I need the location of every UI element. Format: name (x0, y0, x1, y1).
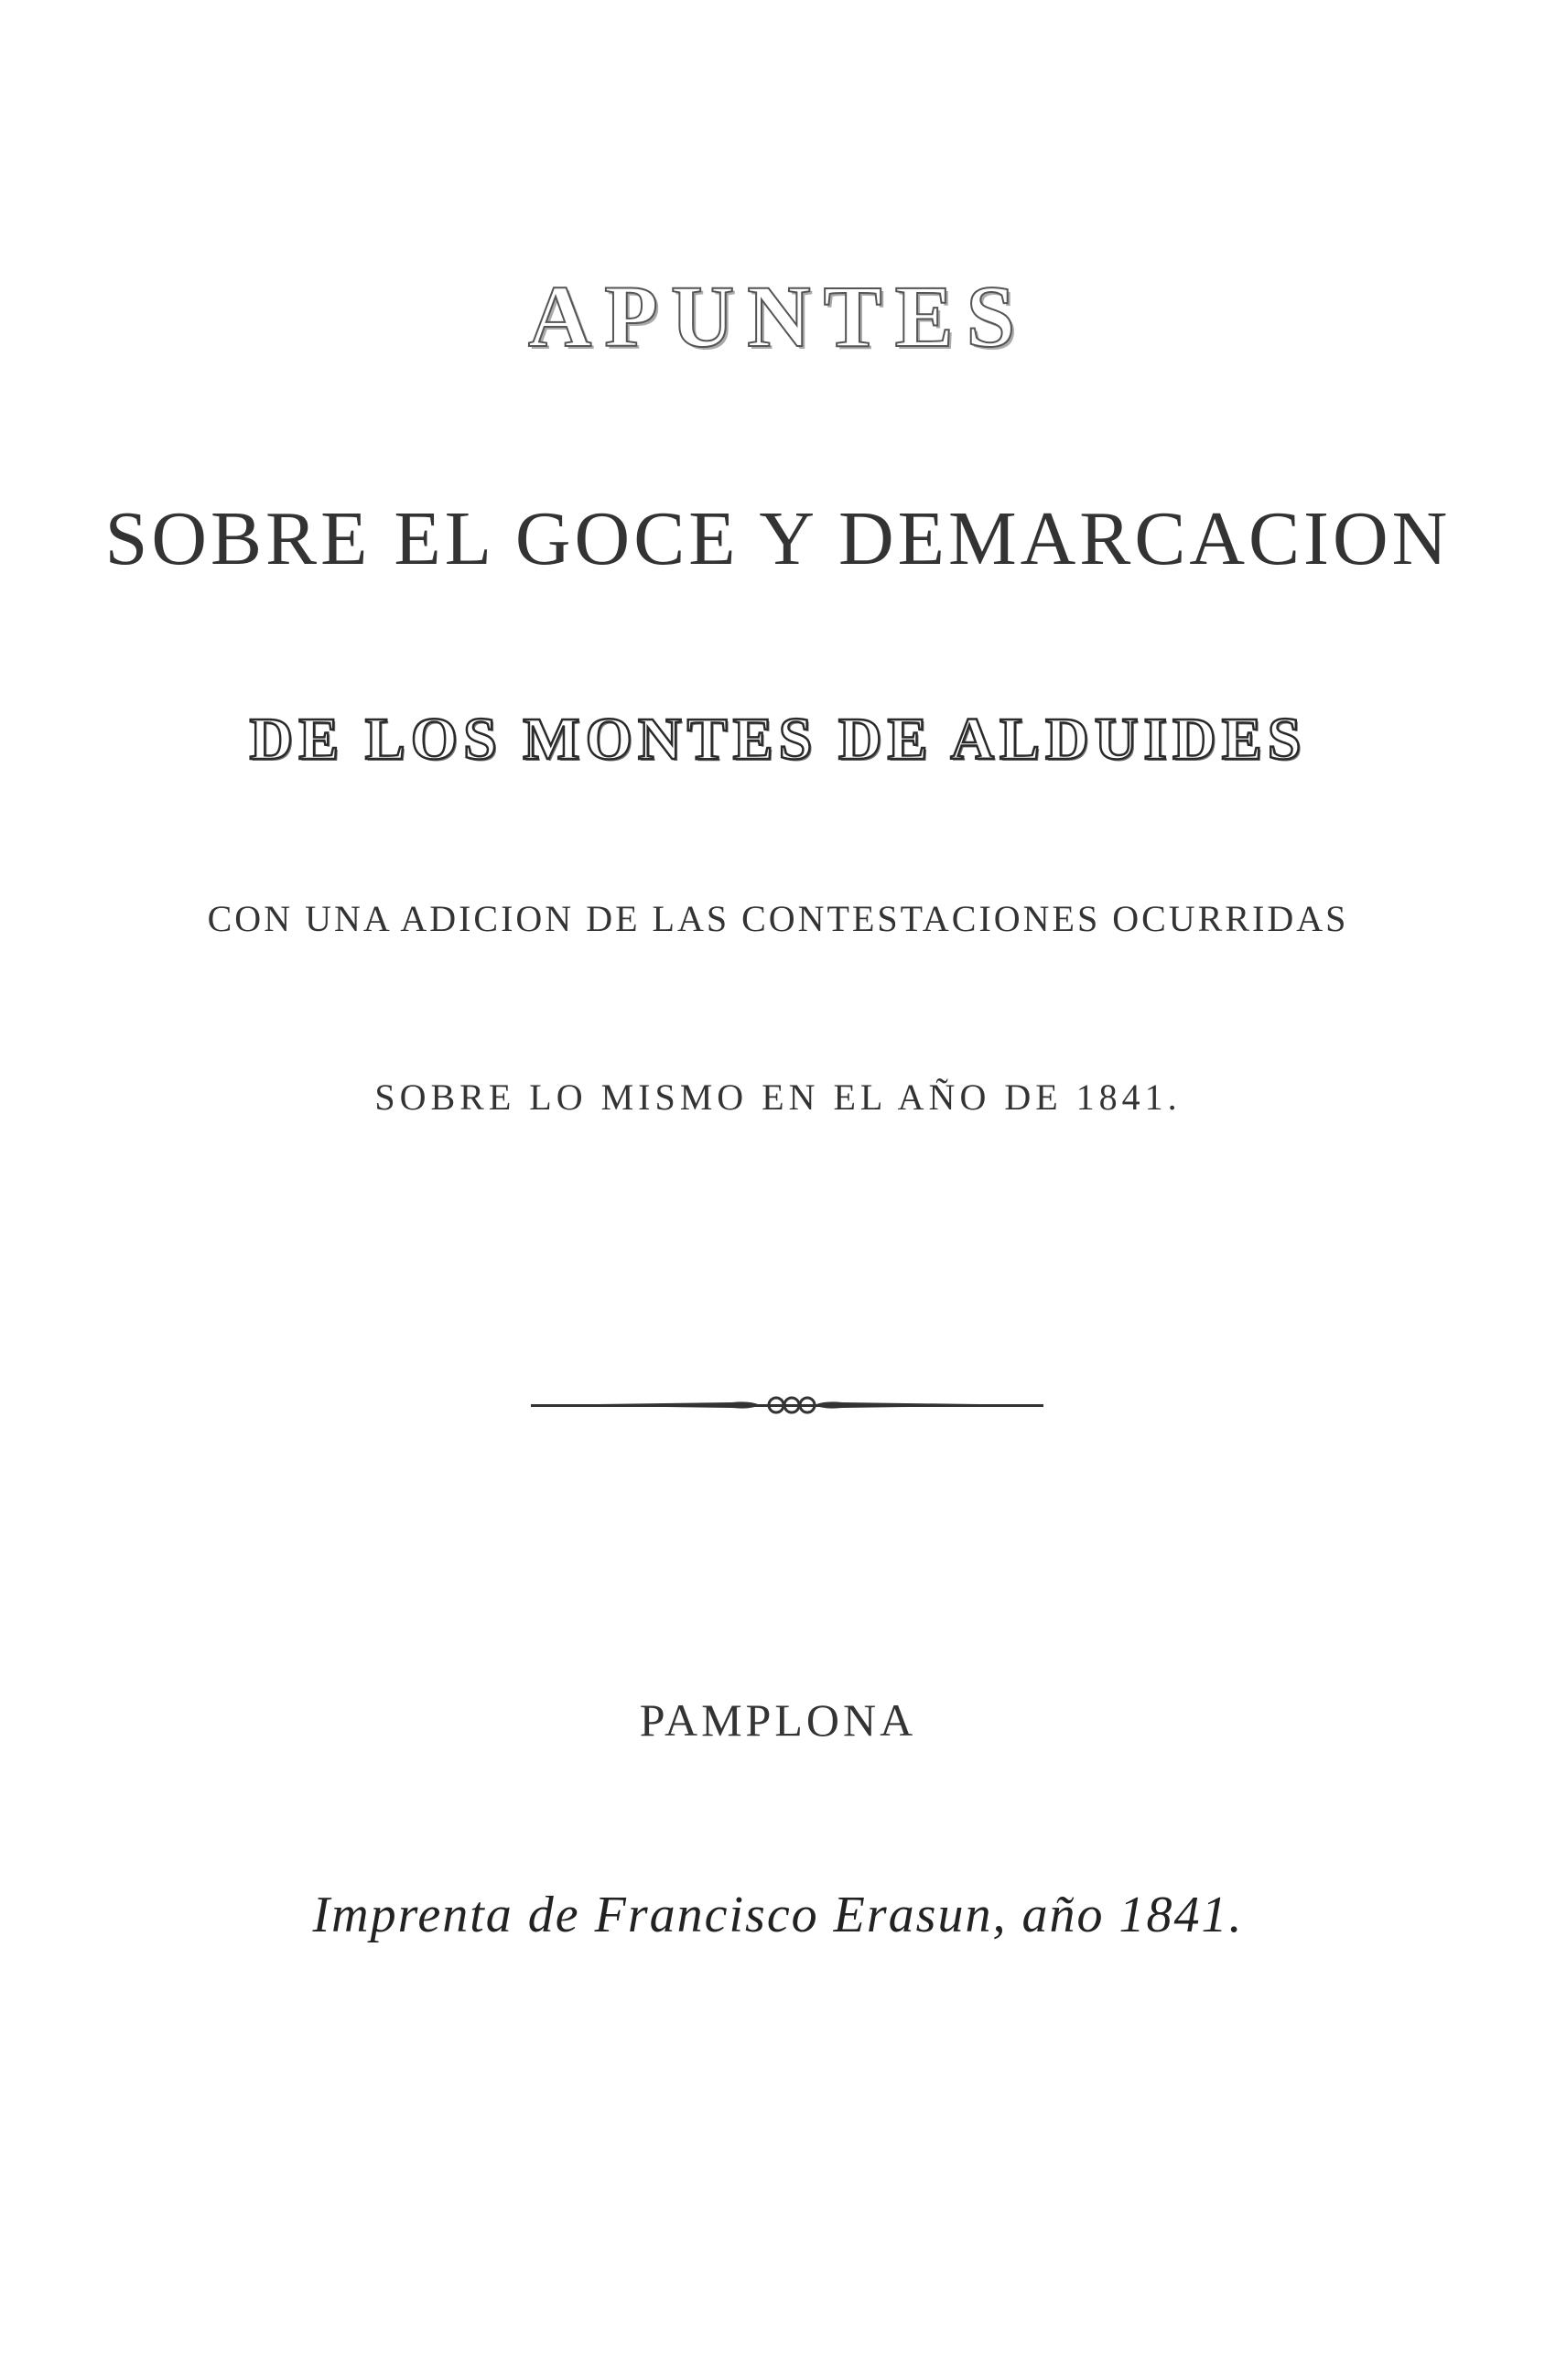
subtitle-line-4: SOBRE LO MISMO EN EL AÑO DE 1841. (374, 1076, 1182, 1118)
subtitle-line-2: DE LOS MONTES DE ALDUIDES (249, 706, 1307, 773)
imprint-line: Imprenta de Francisco Erasun, año 1841. (312, 1887, 1244, 1943)
publication-place: PAMPLONA (639, 1694, 917, 1746)
book-title: APUNTES (527, 267, 1029, 365)
ornament-divider (531, 1382, 1043, 1428)
subtitle-line-1: SOBRE EL GOCE Y DEMARCACION (104, 496, 1452, 581)
subtitle-line-3: CON UNA ADICION DE LAS CONTESTACIONES OCURRIDAS (207, 898, 1349, 939)
